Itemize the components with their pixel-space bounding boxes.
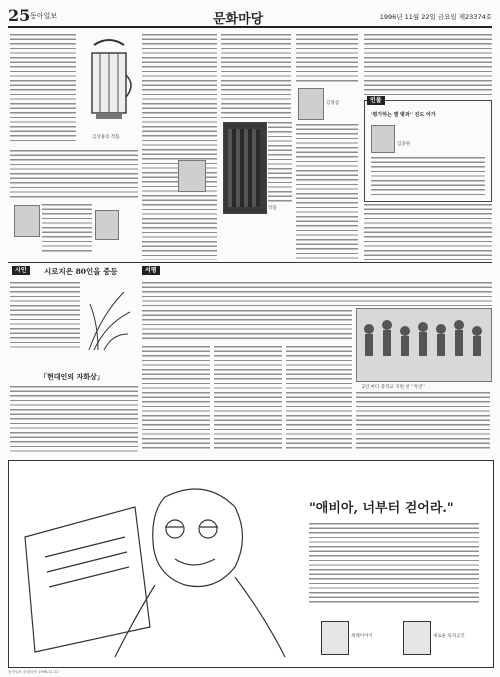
article-body-lower-1 xyxy=(142,346,210,452)
lantern-illustration xyxy=(80,35,138,145)
article-body-center-1 xyxy=(221,34,291,118)
artwork-caption: 작품 xyxy=(268,206,277,211)
portrait-photo-left xyxy=(14,205,40,237)
article-body-rc-1 xyxy=(296,34,358,84)
section-tag-b: 서평 xyxy=(142,266,160,275)
portrait-photo-mid xyxy=(178,160,206,192)
article-body-left-2 xyxy=(10,150,138,200)
article-body-band-2 xyxy=(142,310,352,340)
divider xyxy=(8,262,492,263)
article-body-lower-2 xyxy=(214,346,282,452)
photo-caption-center: 김영삼 xyxy=(326,101,340,106)
headline-a: 시로지은 80인을 중등 xyxy=(44,267,118,276)
article-body-rc-2 xyxy=(296,124,358,260)
framed-artwork xyxy=(223,122,267,214)
portrait-photo-left-2 xyxy=(95,210,119,240)
article-body-middle-1 xyxy=(142,34,217,260)
date-line: 1996년 11월 22일 금요일 제23374호 xyxy=(379,13,492,21)
illustration-caption: 김상용의 작품 xyxy=(92,135,120,140)
article-body-review xyxy=(10,386,138,452)
article-body-right-2 xyxy=(364,204,492,260)
ad-copy xyxy=(309,523,479,603)
orchid-icon xyxy=(84,284,134,354)
box-body xyxy=(371,157,485,197)
advertisement xyxy=(8,460,494,668)
section-tag-a: 시인 xyxy=(12,266,30,275)
article-body-left-1 xyxy=(10,34,76,144)
ad-book-b-title: 새로운 독자공간 xyxy=(433,634,465,639)
footer: 동아일보 문화마당 1996.11.22 xyxy=(8,670,59,674)
article-body-left-3 xyxy=(42,204,92,254)
headline-b: 「현대인의 자화상」 xyxy=(40,372,104,381)
ad-slogan: "애비아, 너부터 걷어라." xyxy=(309,501,454,516)
article-body-right-1 xyxy=(364,34,492,96)
portrait-photo-center xyxy=(298,88,324,120)
article-body-band xyxy=(142,282,492,306)
people-icon xyxy=(357,309,491,381)
article-body-lower-4 xyxy=(356,392,490,452)
old-man-reading-icon xyxy=(15,467,315,661)
article-body-center-2 xyxy=(268,122,292,202)
sketch-illustration xyxy=(15,467,315,661)
ad-book-b xyxy=(403,621,431,655)
lantern-icon xyxy=(80,35,138,145)
section-title: 문화마당 xyxy=(213,12,264,27)
page-number: 25 xyxy=(8,6,31,25)
masthead xyxy=(8,6,492,28)
photo-caption-right: 김종원 xyxy=(397,142,411,147)
paper-name: 동아일보 xyxy=(30,12,58,20)
article-body-orchid xyxy=(10,282,80,350)
portrait-photo-right xyxy=(371,125,395,153)
ad-book-a xyxy=(321,621,349,655)
group-photo xyxy=(356,308,492,382)
interview-box xyxy=(364,97,492,202)
orchid-painting xyxy=(84,284,134,354)
box-label: 인물 xyxy=(367,96,385,105)
ad-book-a-title: 세태이야기 xyxy=(351,634,373,639)
group-caption: 2년 마다 중학교 지원 찬 ''자연'' xyxy=(362,385,425,390)
article-body-lower-3 xyxy=(286,346,352,452)
box-title: '평가하는 별 밖과'' 진도 아가 xyxy=(371,112,436,118)
